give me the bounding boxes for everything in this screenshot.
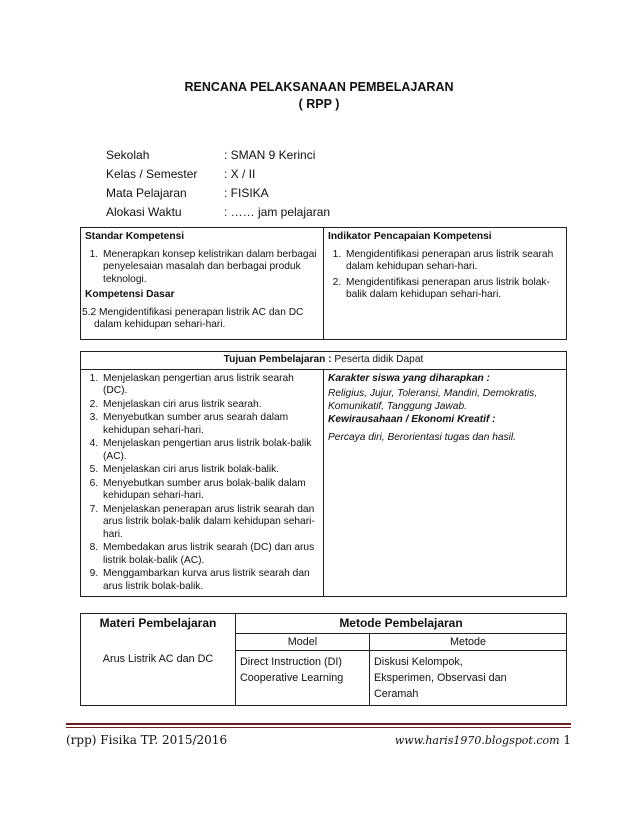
- method-label-cell: [370, 633, 567, 651]
- list-item: 1. Menerapkan konsep kelistrikan dalam berbagai penyelesaian masalah dan berbagai produk teknologi.: [101, 249, 319, 287]
- learning-objectives-table: [80, 351, 567, 597]
- method-item: Diskusi Kelompok,: [374, 656, 463, 668]
- page-number: 1: [563, 733, 571, 747]
- info-label: Alokasi Waktu: [106, 205, 182, 219]
- info-row-time: [106, 203, 330, 222]
- footer-right: [395, 733, 571, 747]
- competency-cell: [81, 228, 324, 340]
- indicator-list: [328, 249, 562, 302]
- info-value: : X / II: [224, 167, 256, 181]
- character-header: Karakter siswa yang diharapkan :: [328, 372, 490, 384]
- info-label: Kelas / Semester: [106, 167, 198, 181]
- list-item: 2. Mengidentifikasi penerapan arus listrik bolak-balik dalam kehidupan sehari-hari.: [344, 277, 562, 302]
- model-item: Direct Instruction (DI): [240, 656, 342, 668]
- list-item: 1. Menjelaskan pengertian arus listrik searah (DC).: [101, 373, 319, 398]
- list-item: 9. Menggambarkan kurva arus listrik searah dan arus listrik bolak-balik.: [101, 568, 319, 593]
- indicator-cell: [324, 228, 567, 340]
- methods-cell: [370, 651, 567, 706]
- footer-left-text: (rpp) Fisika TP. 2015/2016: [66, 733, 228, 747]
- competency-table: [80, 227, 567, 340]
- methods-header: Metode Pembelajaran: [339, 616, 463, 630]
- standard-competency-header: Standar Kompetensi: [85, 231, 185, 242]
- character-cell: [324, 369, 567, 597]
- list-item: 8. Membedakan arus listrik searah (DC) dan arus listrik bolak-balik (AC).: [101, 542, 319, 567]
- objectives-header: Tujuan Pembelajaran :: [223, 354, 332, 365]
- list-item: 1. Mengidentifikasi penerapan arus listrik searah dalam kehidupan sehari-hari.: [344, 249, 562, 274]
- indicator-header: Indikator Pencapaian Kompetensi: [328, 231, 492, 242]
- standard-competency-list: [85, 249, 319, 287]
- objectives-header-cell: [81, 352, 567, 370]
- info-row-class: [106, 165, 330, 184]
- info-row-subject: [106, 184, 330, 203]
- entrepreneurship-text: Percaya diri, Berorientasi tugas dan hasil.: [328, 431, 517, 443]
- method-item: Eksperimen, Observasi dan Ceramah: [374, 672, 507, 700]
- method-label: Metode: [449, 635, 486, 648]
- objectives-header-rest: Peserta didik Dapat: [331, 354, 424, 365]
- info-value: : FISIKA: [224, 186, 269, 200]
- school-info: [106, 146, 330, 222]
- model-item: Cooperative Learning: [240, 672, 344, 684]
- entrepreneurship-header: Kewirausahaan / Ekonomi Kreatif :: [328, 414, 496, 425]
- footer-rule-thin: [66, 727, 571, 728]
- model-label-cell: [236, 633, 370, 651]
- footer-rule: [66, 723, 571, 725]
- info-label: Mata Pelajaran: [106, 186, 187, 200]
- list-item: 3. Menyebutkan sumber arus searah dalam kehidupan sehari-hari.: [101, 412, 319, 437]
- model-label: Model: [287, 635, 318, 648]
- materials-header-cell: [80, 613, 236, 632]
- models-cell: [236, 651, 370, 706]
- methods-header-cell: [236, 614, 567, 634]
- basic-competency-header: Kompetensi Dasar: [85, 289, 175, 300]
- objectives-list: [85, 373, 319, 594]
- materials-value: Arus Listrik AC dan DC: [102, 653, 214, 666]
- list-item: 2. Menjelaskan ciri arus listrik searah.: [101, 399, 319, 412]
- info-row-school: [106, 146, 330, 165]
- footer-url: www.haris1970.blogspot.com: [394, 734, 560, 747]
- objectives-list-cell: [81, 369, 324, 597]
- list-item: 5. Menjelaskan ciri arus listrik bolak-balik.: [101, 464, 319, 477]
- list-item: 6. Menyebutkan sumber arus bolak-balik dalam kehidupan sehari-hari.: [101, 478, 319, 503]
- info-value: : SMAN 9 Kerinci: [224, 148, 316, 162]
- document-subtitle: ( RPP ): [298, 97, 340, 111]
- list-item: 4. Menjelaskan pengertian arus listrik bolak-balik (AC).: [101, 438, 319, 463]
- character-text: Religius, Jujur, Toleransi, Mandiri, Demokratis, Komunikatif, Tanggung Jawab.: [328, 388, 538, 412]
- info-value: : …… jam pelajaran: [224, 205, 331, 219]
- document-title: RENCANA PELAKSANAAN PEMBELAJARAN: [184, 80, 454, 94]
- list-item: 7. Menjelaskan penerapan arus listrik searah dan arus listrik bolak-balik dalam kehidupan sehari-hari.: [101, 504, 319, 542]
- info-label: Sekolah: [106, 148, 150, 162]
- basic-competency-item: 5.2 Mengidentifikasi penerapan listrik AC dan DC dalam kehidupan sehari-hari.: [82, 306, 304, 330]
- materials-header: Materi Pembelajaran: [99, 616, 217, 630]
